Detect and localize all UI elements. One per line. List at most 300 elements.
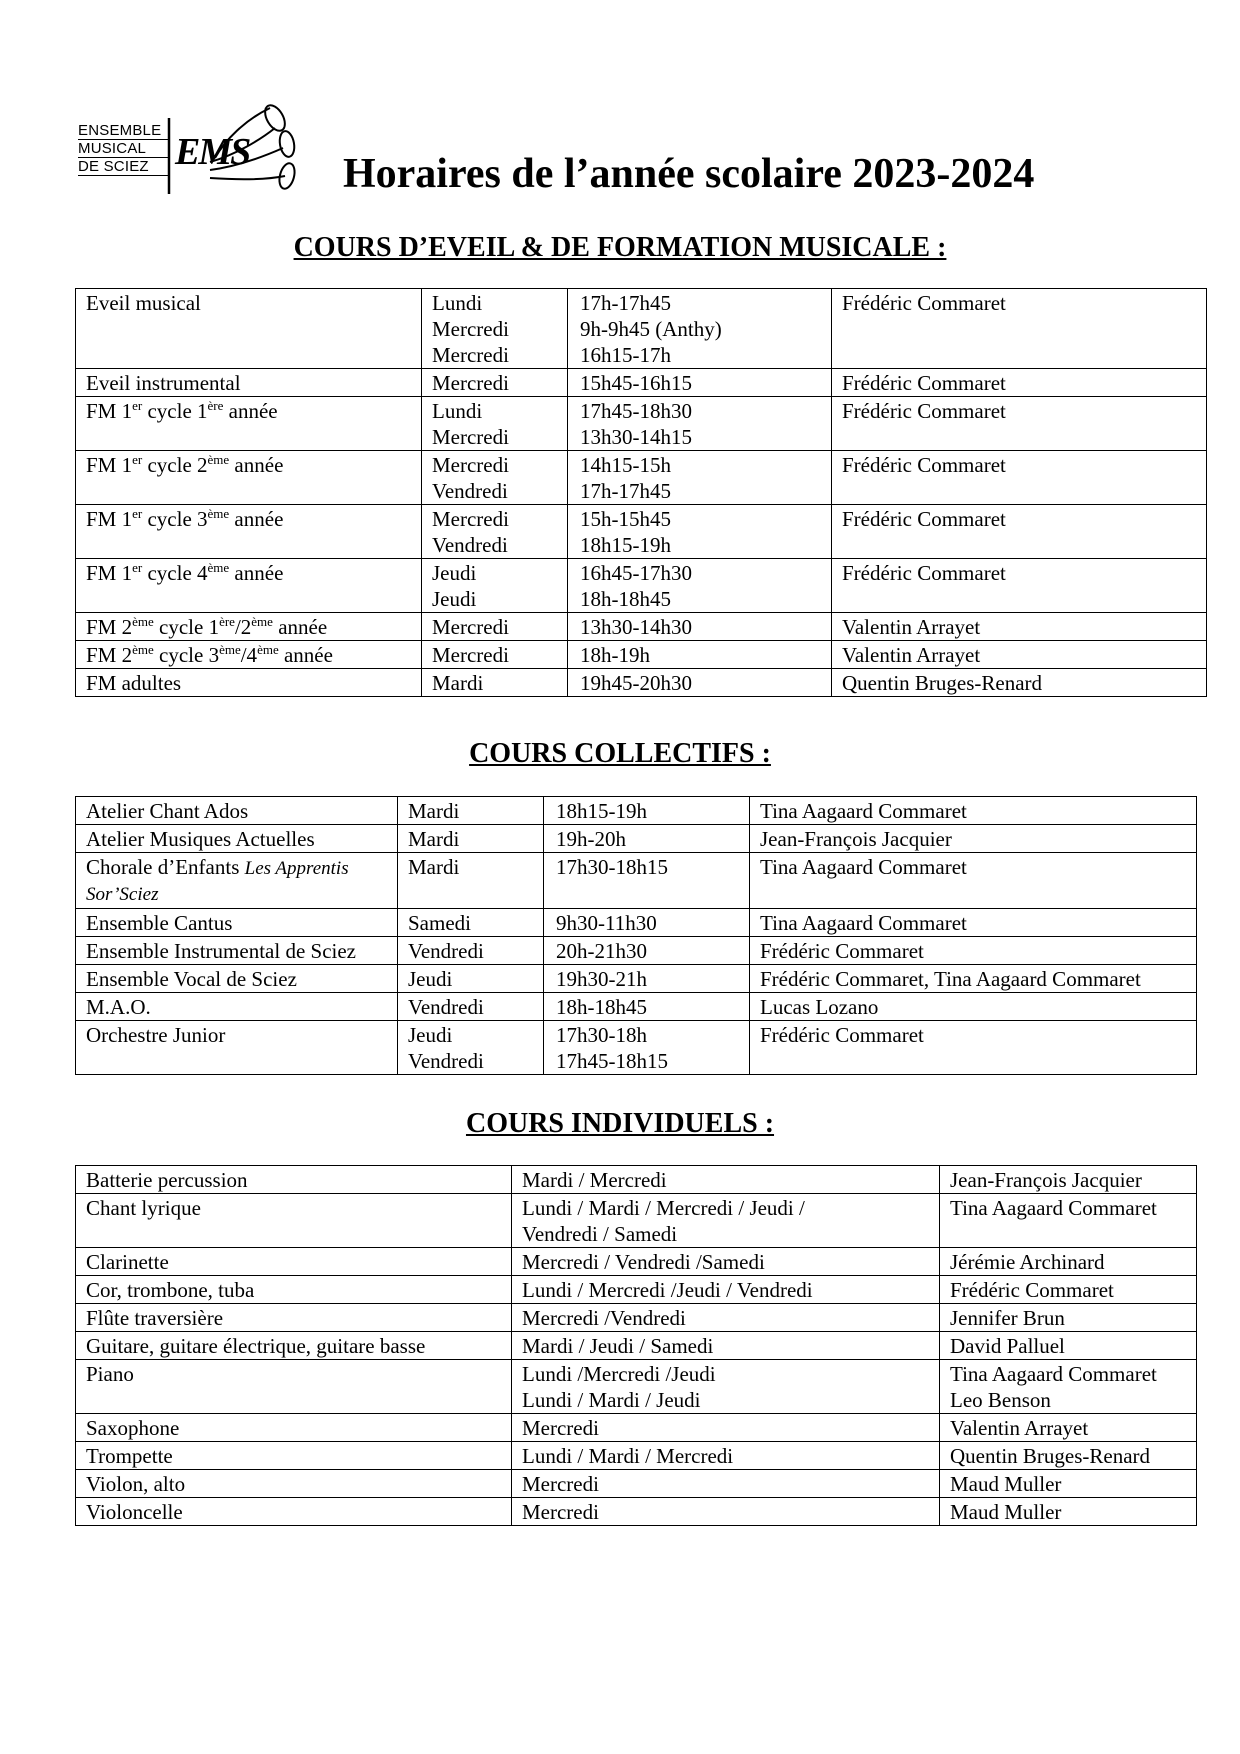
teacher-cell [940, 1470, 1197, 1498]
course-name [86, 826, 387, 852]
day: Jeudi [408, 1023, 453, 1047]
teacher-cell [750, 937, 1197, 965]
teacher: Tina Aagaard Commaret [950, 1196, 1157, 1220]
teacher: David Palluel [950, 1334, 1065, 1358]
course-cell [76, 853, 398, 909]
individuels-table [75, 1165, 1197, 1526]
day: Mercredi [432, 453, 509, 477]
course-name-text: Violoncelle [86, 1500, 183, 1524]
table-row [76, 669, 1207, 697]
time: 17h45-18h15 [556, 1049, 668, 1073]
teacher-cell [940, 1360, 1197, 1414]
time: 9h-9h45 (Anthy) [580, 317, 722, 341]
course-name-part: /4 [240, 643, 258, 667]
course-cell [76, 909, 398, 937]
course-name-part: er [132, 506, 143, 521]
course-name-part: FM 1 [86, 507, 133, 531]
course-cell [76, 451, 422, 505]
course-name-text: Chant lyrique [86, 1196, 201, 1220]
course-cell [76, 1194, 512, 1248]
table-row [76, 613, 1207, 641]
course-name-part: ème [207, 506, 230, 521]
days-cell [422, 505, 568, 559]
table-row [76, 289, 1207, 369]
table-row [76, 1194, 1197, 1248]
teacher: Frédéric Commaret [842, 291, 1006, 315]
days-cell [398, 825, 544, 853]
teacher-cell [832, 505, 1207, 559]
days-cell [512, 1166, 940, 1194]
logo-line-1: ENSEMBLE [78, 122, 170, 140]
course-cell [76, 613, 422, 641]
teacher: Frédéric Commaret [842, 507, 1006, 531]
logo [75, 100, 325, 196]
course-name-text: Flûte traversière [86, 1306, 224, 1330]
course-name [86, 1305, 501, 1331]
teacher: Frédéric Commaret [842, 453, 1006, 477]
teacher-cell [750, 825, 1197, 853]
day: Lundi [432, 291, 483, 315]
time: 19h45-20h30 [580, 671, 692, 695]
course-name-part: er [132, 560, 143, 575]
teacher-cell [832, 451, 1207, 505]
course-name-part: année [223, 399, 278, 423]
teacher-cell [832, 289, 1207, 369]
course-name-part: année [229, 507, 284, 531]
days-cell [422, 369, 568, 397]
times-cell [544, 909, 750, 937]
course-cell [76, 641, 422, 669]
times-cell [544, 797, 750, 825]
course-name-text: Saxophone [86, 1416, 180, 1440]
teacher-cell [832, 641, 1207, 669]
day: Lundi /Mercredi /Jeudi [522, 1362, 716, 1386]
teacher: Valentin Arrayet [842, 643, 981, 667]
days-cell [422, 451, 568, 505]
times-cell [568, 613, 832, 641]
day: Mercredi [522, 1472, 599, 1496]
course-cell [76, 937, 398, 965]
teacher: Jean-François Jacquier [760, 827, 952, 851]
course-name-text: Ensemble Cantus [86, 911, 233, 935]
table-row [76, 1248, 1197, 1276]
day: Mercredi / Vendredi /Samedi [522, 1250, 765, 1274]
teacher: Frédéric Commaret [950, 1278, 1114, 1302]
course-name-text: Clarinette [86, 1250, 169, 1274]
times-cell [544, 1021, 750, 1075]
teacher-cell [750, 965, 1197, 993]
days-cell [512, 1194, 940, 1248]
table-row [76, 1021, 1197, 1075]
time: 19h-20h [556, 827, 626, 851]
days-cell [398, 1021, 544, 1075]
table-row [76, 1470, 1197, 1498]
logo-monogram: EMS [175, 131, 250, 173]
time: 14h15-15h [580, 453, 671, 477]
days-cell [422, 613, 568, 641]
course-name [86, 938, 387, 964]
course-name [86, 910, 387, 936]
course-name-text: Violon, alto [86, 1472, 186, 1496]
day: Mardi [408, 827, 460, 851]
course-name-part: année [229, 561, 284, 585]
teacher: Tina Aagaard Commaret [950, 1362, 1157, 1386]
course-name-part: FM 1 [86, 453, 133, 477]
days-cell [398, 937, 544, 965]
course-cell [76, 1442, 512, 1470]
table-row [76, 993, 1197, 1021]
course-name-text: Cor, trombone, tuba [86, 1278, 255, 1302]
days-cell [398, 853, 544, 909]
day: Mercredi [432, 615, 509, 639]
course-name [86, 966, 387, 992]
course-name [86, 614, 411, 640]
table-row [76, 1414, 1197, 1442]
section-title-collectifs: COURS COLLECTIFS : [469, 738, 771, 769]
course-name-part: ème [132, 642, 154, 657]
course-name-part: FM 1 [86, 561, 133, 585]
time: 17h45-18h30 [580, 399, 692, 423]
time: 13h30-14h30 [580, 615, 692, 639]
table-row [76, 451, 1207, 505]
days-cell [512, 1360, 940, 1414]
day: Mercredi /Vendredi [522, 1306, 686, 1330]
course-cell [76, 669, 422, 697]
teacher: Frédéric Commaret [842, 399, 1006, 423]
time: 9h30-11h30 [556, 911, 657, 935]
teacher-cell [940, 1166, 1197, 1194]
times-cell [568, 669, 832, 697]
teacher: Leo Benson [950, 1388, 1051, 1412]
times-cell [568, 451, 832, 505]
course-name [86, 854, 387, 882]
teacher: Frédéric Commaret [842, 561, 1006, 585]
time: 18h15-19h [580, 533, 671, 557]
time: 19h30-21h [556, 967, 647, 991]
course-name-text: Eveil instrumental [86, 371, 241, 395]
days-cell [422, 397, 568, 451]
day: Mercredi [432, 643, 509, 667]
times-cell [568, 397, 832, 451]
table-row [76, 1360, 1197, 1414]
course-cell [76, 1021, 398, 1075]
course-name [86, 670, 411, 696]
day: Vendredi / Samedi [522, 1222, 678, 1246]
table-row [76, 937, 1197, 965]
course-name [86, 398, 411, 424]
teacher-cell [750, 993, 1197, 1021]
times-cell [544, 825, 750, 853]
course-name-part: cycle 3 [142, 507, 208, 531]
course-name [86, 370, 411, 396]
teacher-cell [750, 853, 1197, 909]
course-name-part: ème [251, 614, 273, 629]
times-cell [568, 641, 832, 669]
teacher-cell [940, 1414, 1197, 1442]
table-row [76, 825, 1197, 853]
days-cell [512, 1470, 940, 1498]
time: 17h30-18h [556, 1023, 647, 1047]
table-row [76, 1498, 1197, 1526]
day: Lundi / Mardi / Jeudi [522, 1388, 701, 1412]
time: 13h30-14h15 [580, 425, 692, 449]
time: 18h-18h45 [580, 587, 671, 611]
times-cell [568, 289, 832, 369]
time: 17h-17h45 [580, 291, 671, 315]
table-row [76, 853, 1197, 909]
times-cell [568, 369, 832, 397]
times-cell [544, 965, 750, 993]
day: Mercredi [522, 1416, 599, 1440]
day: Mercredi [432, 507, 509, 531]
day: Lundi / Mardi / Mercredi [522, 1444, 734, 1468]
day: Mardi [432, 671, 484, 695]
page-title: Horaires de l’année scolaire 2023-2024 [343, 151, 1035, 197]
course-name-part: cycle 1 [153, 615, 220, 639]
course-name-part: année [229, 453, 284, 477]
day: Mardi / Mercredi [522, 1168, 667, 1192]
course-cell [76, 1498, 512, 1526]
course-name [86, 1333, 501, 1359]
day: Lundi / Mercredi /Jeudi / Vendredi [522, 1278, 813, 1302]
day: Vendredi [408, 1049, 484, 1073]
day: Vendredi [408, 939, 484, 963]
table-row [76, 797, 1197, 825]
day: Mercredi [432, 425, 509, 449]
day: Samedi [408, 911, 471, 935]
course-name [86, 506, 411, 532]
course-cell [76, 797, 398, 825]
course-cell [76, 965, 398, 993]
teacher: Frédéric Commaret, Tina Aagaard Commaret [760, 967, 1141, 991]
teacher-cell [940, 1442, 1197, 1470]
course-name [86, 1443, 501, 1469]
course-name [86, 1167, 501, 1193]
teacher-cell [832, 369, 1207, 397]
course-name-text: Ensemble Vocal de Sciez [86, 967, 297, 991]
course-name-part: ème [207, 560, 230, 575]
course-name [86, 1277, 501, 1303]
day: Vendredi [432, 479, 508, 503]
day: Mercredi [432, 343, 509, 367]
teacher: Frédéric Commaret [760, 1023, 924, 1047]
time: 20h-21h30 [556, 939, 647, 963]
teacher: Tina Aagaard Commaret [760, 855, 967, 879]
course-name-text: M.A.O. [86, 995, 151, 1019]
teacher-cell [940, 1276, 1197, 1304]
course-cell [76, 559, 422, 613]
course-name [86, 560, 411, 586]
course-name-text: Piano [86, 1362, 134, 1386]
course-name-part: ème [257, 642, 279, 657]
course-name-text: Atelier Musiques Actuelles [86, 827, 315, 851]
time: 17h-17h45 [580, 479, 671, 503]
eveil-table [75, 288, 1207, 697]
table-row [76, 559, 1207, 613]
teacher-cell [832, 397, 1207, 451]
table-row [76, 1276, 1197, 1304]
course-name-part: cycle 3 [153, 643, 220, 667]
table-row [76, 909, 1197, 937]
table-row [76, 965, 1197, 993]
course-cell [76, 1276, 512, 1304]
course-name-part: FM 2 [86, 643, 133, 667]
course-name [86, 452, 411, 478]
day: Mercredi [432, 317, 509, 341]
days-cell [512, 1304, 940, 1332]
time: 18h-18h45 [556, 995, 647, 1019]
days-cell [512, 1276, 940, 1304]
course-name-italic: Sor’Sciez [86, 884, 159, 905]
section-title-individuels: COURS INDIVIDUELS : [465, 1108, 775, 1139]
course-name-text: Ensemble Instrumental de Sciez [86, 939, 356, 963]
course-name-part: er [132, 452, 143, 467]
days-cell [512, 1414, 940, 1442]
times-cell [568, 505, 832, 559]
day: Jeudi [432, 587, 477, 611]
teacher: Jérémie Archinard [950, 1250, 1105, 1274]
course-name [86, 1195, 501, 1221]
teacher-cell [940, 1304, 1197, 1332]
day: Mardi / Jeudi / Samedi [522, 1334, 714, 1358]
course-cell [76, 1414, 512, 1442]
day: Vendredi [432, 533, 508, 557]
course-name [86, 1361, 501, 1387]
time: 16h15-17h [580, 343, 671, 367]
logo-line-3: DE SCIEZ [78, 158, 170, 176]
course-cell [76, 397, 422, 451]
times-cell [544, 937, 750, 965]
course-cell [76, 1166, 512, 1194]
course-name [86, 1249, 501, 1275]
teacher: Maud Muller [950, 1500, 1062, 1524]
teacher-cell [832, 669, 1207, 697]
times-cell [544, 993, 750, 1021]
course-name-part: année [278, 643, 333, 667]
time: 17h30-18h15 [556, 855, 668, 879]
teacher: Frédéric Commaret [842, 371, 1006, 395]
table-row [76, 397, 1207, 451]
days-cell [512, 1498, 940, 1526]
times-cell [568, 559, 832, 613]
course-name-part: FM 2 [86, 615, 133, 639]
teacher-cell [940, 1332, 1197, 1360]
course-name-text: Guitare, guitare électrique, guitare basse [86, 1334, 426, 1358]
time: 15h-15h45 [580, 507, 671, 531]
days-cell [398, 797, 544, 825]
time: 15h45-16h15 [580, 371, 692, 395]
teacher-cell [940, 1248, 1197, 1276]
course-name [86, 1415, 501, 1441]
teacher-cell [832, 559, 1207, 613]
times-cell [544, 853, 750, 909]
day: Mercredi [522, 1500, 599, 1524]
day: Mardi [408, 855, 460, 879]
collectifs-table [75, 796, 1197, 1075]
teacher: Valentin Arrayet [950, 1416, 1089, 1440]
table-row [76, 1332, 1197, 1360]
course-name [86, 1471, 501, 1497]
time: 18h-19h [580, 643, 650, 667]
course-name [86, 1499, 501, 1525]
course-name-text: Trompette [86, 1444, 173, 1468]
teacher-cell [750, 797, 1197, 825]
course-name-part: ère [219, 614, 235, 629]
course-name-part: er [132, 398, 143, 413]
day: Vendredi [408, 995, 484, 1019]
table-row [76, 369, 1207, 397]
course-name-text: Eveil musical [86, 291, 201, 315]
course-cell [76, 1304, 512, 1332]
day: Mardi [408, 799, 460, 823]
days-cell [512, 1332, 940, 1360]
course-name [86, 290, 411, 316]
days-cell [398, 909, 544, 937]
course-name-italic: Les Apprentis [244, 858, 349, 879]
table-row [76, 1304, 1197, 1332]
section-title-eveil: COURS D’EVEIL & DE FORMATION MUSICALE : [293, 232, 947, 263]
teacher-cell [940, 1194, 1197, 1248]
time: 18h15-19h [556, 799, 647, 823]
course-name-part: FM 1 [86, 399, 133, 423]
course-name-part: ème [207, 452, 230, 467]
teacher: Quentin Bruges-Renard [950, 1444, 1151, 1468]
course-name-text: FM adultes [86, 671, 182, 695]
teacher: Valentin Arrayet [842, 615, 981, 639]
course-name-part: cycle 4 [142, 561, 208, 585]
course-name [86, 642, 411, 668]
day: Lundi [432, 399, 483, 423]
course-cell [76, 1332, 512, 1360]
course-cell [76, 1360, 512, 1414]
teacher: Jean-François Jacquier [950, 1168, 1142, 1192]
time: 16h45-17h30 [580, 561, 692, 585]
course-name-part: année [272, 615, 328, 639]
days-cell [422, 289, 568, 369]
teacher-cell [832, 613, 1207, 641]
teacher-cell [940, 1498, 1197, 1526]
teacher: Maud Muller [950, 1472, 1062, 1496]
course-name-part: ère [207, 398, 224, 413]
course-cell [76, 505, 422, 559]
course-name-text: Batterie percussion [86, 1168, 248, 1192]
day: Mercredi [432, 371, 509, 395]
teacher: Tina Aagaard Commaret [760, 911, 967, 935]
teacher: Frédéric Commaret [760, 939, 924, 963]
course-cell [76, 1470, 512, 1498]
days-cell [422, 559, 568, 613]
teacher: Jennifer Brun [950, 1306, 1065, 1330]
teacher-cell [750, 1021, 1197, 1075]
course-name-part: cycle 2 [142, 453, 208, 477]
course-name-text: Atelier Chant Ados [86, 799, 249, 823]
days-cell [512, 1248, 940, 1276]
teacher: Quentin Bruges-Renard [842, 671, 1043, 695]
table-row [76, 1166, 1197, 1194]
course-name [86, 1022, 387, 1048]
day: Jeudi [432, 561, 477, 585]
days-cell [512, 1442, 940, 1470]
course-name-text: Orchestre Junior [86, 1023, 226, 1047]
days-cell [398, 993, 544, 1021]
course-name-part: /2 [234, 615, 252, 639]
course-name-part: ème [219, 642, 241, 657]
course-cell [76, 825, 398, 853]
table-row [76, 505, 1207, 559]
teacher: Tina Aagaard Commaret [760, 799, 967, 823]
day: Jeudi [408, 967, 453, 991]
days-cell [422, 641, 568, 669]
